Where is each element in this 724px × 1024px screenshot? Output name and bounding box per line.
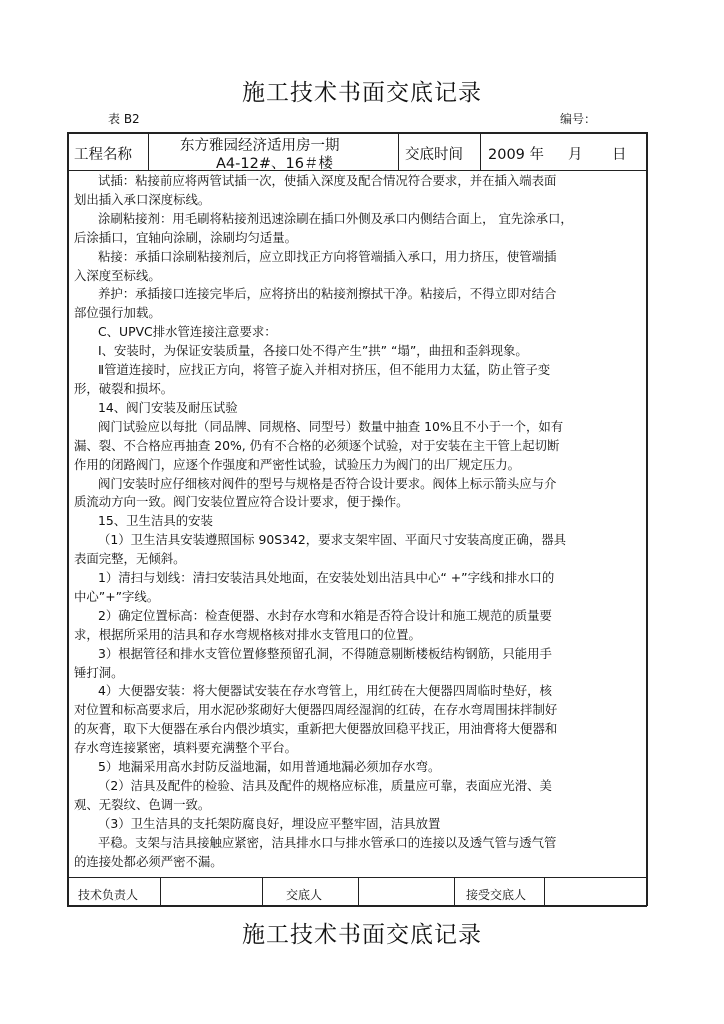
content-line: 观、无裂纹、色调一致。	[74, 796, 211, 812]
footer-row-top-border	[67, 877, 647, 878]
content-line: 平稳。支架与洁具接触应紧密，洁具排水口与排水管承口的连接以及透气管与透气管	[98, 834, 557, 850]
content-line: 4）大便器安装：将大便器试安装在存水弯管上，用红砖在大便器四周临时垫好，核	[98, 683, 552, 699]
content-line: Ⅱ管道连接时，应找正方向，将管子旋入并相对挤压，但不能用力太猛，防止管子变	[98, 362, 551, 378]
technical-lead-label: 技术负责人	[78, 888, 139, 902]
content-line: 3）根据管径和排水支管位置修整预留孔洞，不得随意剔断楼板结构钢筋，只能用手	[98, 645, 552, 661]
content-line: 粘接：承插口涂刷粘接剂后，应立即找正方向将管端插入承口，用力挤压，使管端插	[98, 248, 557, 264]
header-divider-3	[480, 132, 481, 170]
table-top-border	[67, 132, 647, 134]
content-line: 涂刷粘接剂：用毛刷将粘接剂迅速涂刷在插口外侧及承口内侧结合面上， 宜先涂承口，	[98, 210, 573, 226]
table-bottom-border	[67, 905, 647, 907]
content-line: 15、卫生洁具的安装	[98, 513, 213, 529]
content-line: 对位置和标高要求后，用水泥砂浆砌好大便器四周经湿润的红砖，在存水弯周围抹拌制好	[74, 702, 558, 718]
content-line: 的连接处都必须严密不漏。	[74, 853, 223, 869]
content-line: 中心”+”字线。	[74, 588, 160, 604]
content-line: 质流动方向一致。阀门安装位置应符合设计要求，便于操作。	[74, 494, 409, 510]
footer-divider-1	[160, 877, 161, 905]
table-left-border	[67, 132, 69, 906]
header-row-border	[67, 170, 647, 171]
content-line: 阀门试验应以每批（同品牌、同规格、同型号）数量中抽查 10%且不小于一个，如有	[98, 418, 564, 434]
footer-divider-5	[544, 877, 545, 905]
page-title: 施工技术书面交底记录	[242, 80, 482, 106]
content-line: 形，破裂和损坏。	[74, 380, 174, 396]
briefing-month: 月	[568, 147, 583, 163]
content-line: 部位强行加载。	[74, 305, 161, 321]
receiver-label: 接受交底人	[466, 888, 527, 902]
form-number: 表 B2	[108, 112, 140, 126]
content-line: C、UPVC排水管连接注意要求：	[98, 324, 277, 340]
content-line: （2）洁具及配件的检验、洁具及配件的规格应标准，质量应可靠，表面应光滑、美	[98, 778, 552, 793]
content-line: Ⅰ、安装时，为保证安装质量，各接口处不得产生”拱” “塌”，曲扭和歪斜现象。	[98, 343, 528, 359]
content-line: 表面完整，无倾斜。	[74, 551, 186, 567]
content-line: （1）卫生洁具安装遵照国标 90S342，要求支架牢固、平面尺寸安装高度正确，器具	[98, 532, 566, 548]
content-line: 14、阀门安装及耐压试验	[98, 399, 238, 415]
project-name-line1: 东方雅园经济适用房一期	[180, 138, 340, 154]
footer-divider-4	[454, 877, 455, 905]
content-line: 阀门安装时应仔细核对阀件的型号与规格是否符合设计要求。阀体上标示箭头应与介	[98, 475, 557, 491]
content-line: 5）地漏采用高水封防反溢地漏，如用普通地漏必须加存水弯。	[98, 759, 441, 775]
content-line: 漏、裂、不合格应再抽查 20%, 仍有不合格的必须逐个试验，对于安装在主干管上起切断	[74, 437, 560, 453]
briefing-year: 2009 年	[488, 147, 545, 163]
briefer-label: 交底人	[286, 888, 323, 902]
content-line: 1）清扫与划线：清扫安装洁具处地面，在安装处划出洁具中心“ +”字线和排水口的	[98, 570, 555, 586]
header-divider-2	[398, 132, 399, 170]
project-name-label: 工程名称	[74, 147, 132, 163]
content-line: 存水弯连接紧密，填料要充满整个平台。	[74, 740, 298, 756]
footer-divider-3	[358, 877, 359, 905]
briefing-time-label: 交底时间	[405, 147, 463, 163]
content-line: 求，根据所采用的洁具和存水弯规格核对排水支管甩口的位置。	[74, 626, 421, 642]
content-line: 作用的闭路阀门，应逐个作强度和严密性试验，试验压力为阀门的出厂规定压力。	[74, 456, 521, 472]
content-line: 入深度至标线。	[74, 267, 161, 283]
next-page-title: 施工技术书面交底记录	[242, 922, 482, 948]
content-line: 后涂插口，宜轴向涂刷，涂刷均匀适量。	[74, 229, 298, 245]
content-line: 2）确定位置标高：检查便器、水封存水弯和水箱是否符合设计和施工规范的质量要	[98, 607, 552, 623]
content-line: 的灰膏，取下大便器在承台内偎沙填实，重新把大便器放回稳平找正，用油膏将大便器和	[74, 721, 558, 737]
content-line: 试插：粘接前应将两管试插一次，使插入深度及配合情况符合要求，并在插入端表面	[98, 173, 557, 188]
briefing-content	[74, 172, 646, 872]
table-right-border	[646, 132, 648, 906]
project-name-line2: A4-12#、16＃楼	[216, 156, 333, 172]
content-line: 锤打洞。	[74, 664, 124, 680]
content-line: 划出插入承口深度标线。	[74, 191, 211, 207]
footer-divider-2	[262, 877, 263, 905]
briefing-day: 日	[612, 147, 627, 163]
serial-number-label: 编号：	[560, 112, 597, 126]
header-divider-1	[148, 132, 149, 170]
content-line: （3）卫生洁具的支托架防腐良好，埋设应平整牢固，洁具放置	[98, 815, 441, 831]
content-line: 养护：承插接口连接完毕后，应将挤出的粘接剂擦拭干净。粘接后，不得立即对结合	[98, 286, 557, 302]
